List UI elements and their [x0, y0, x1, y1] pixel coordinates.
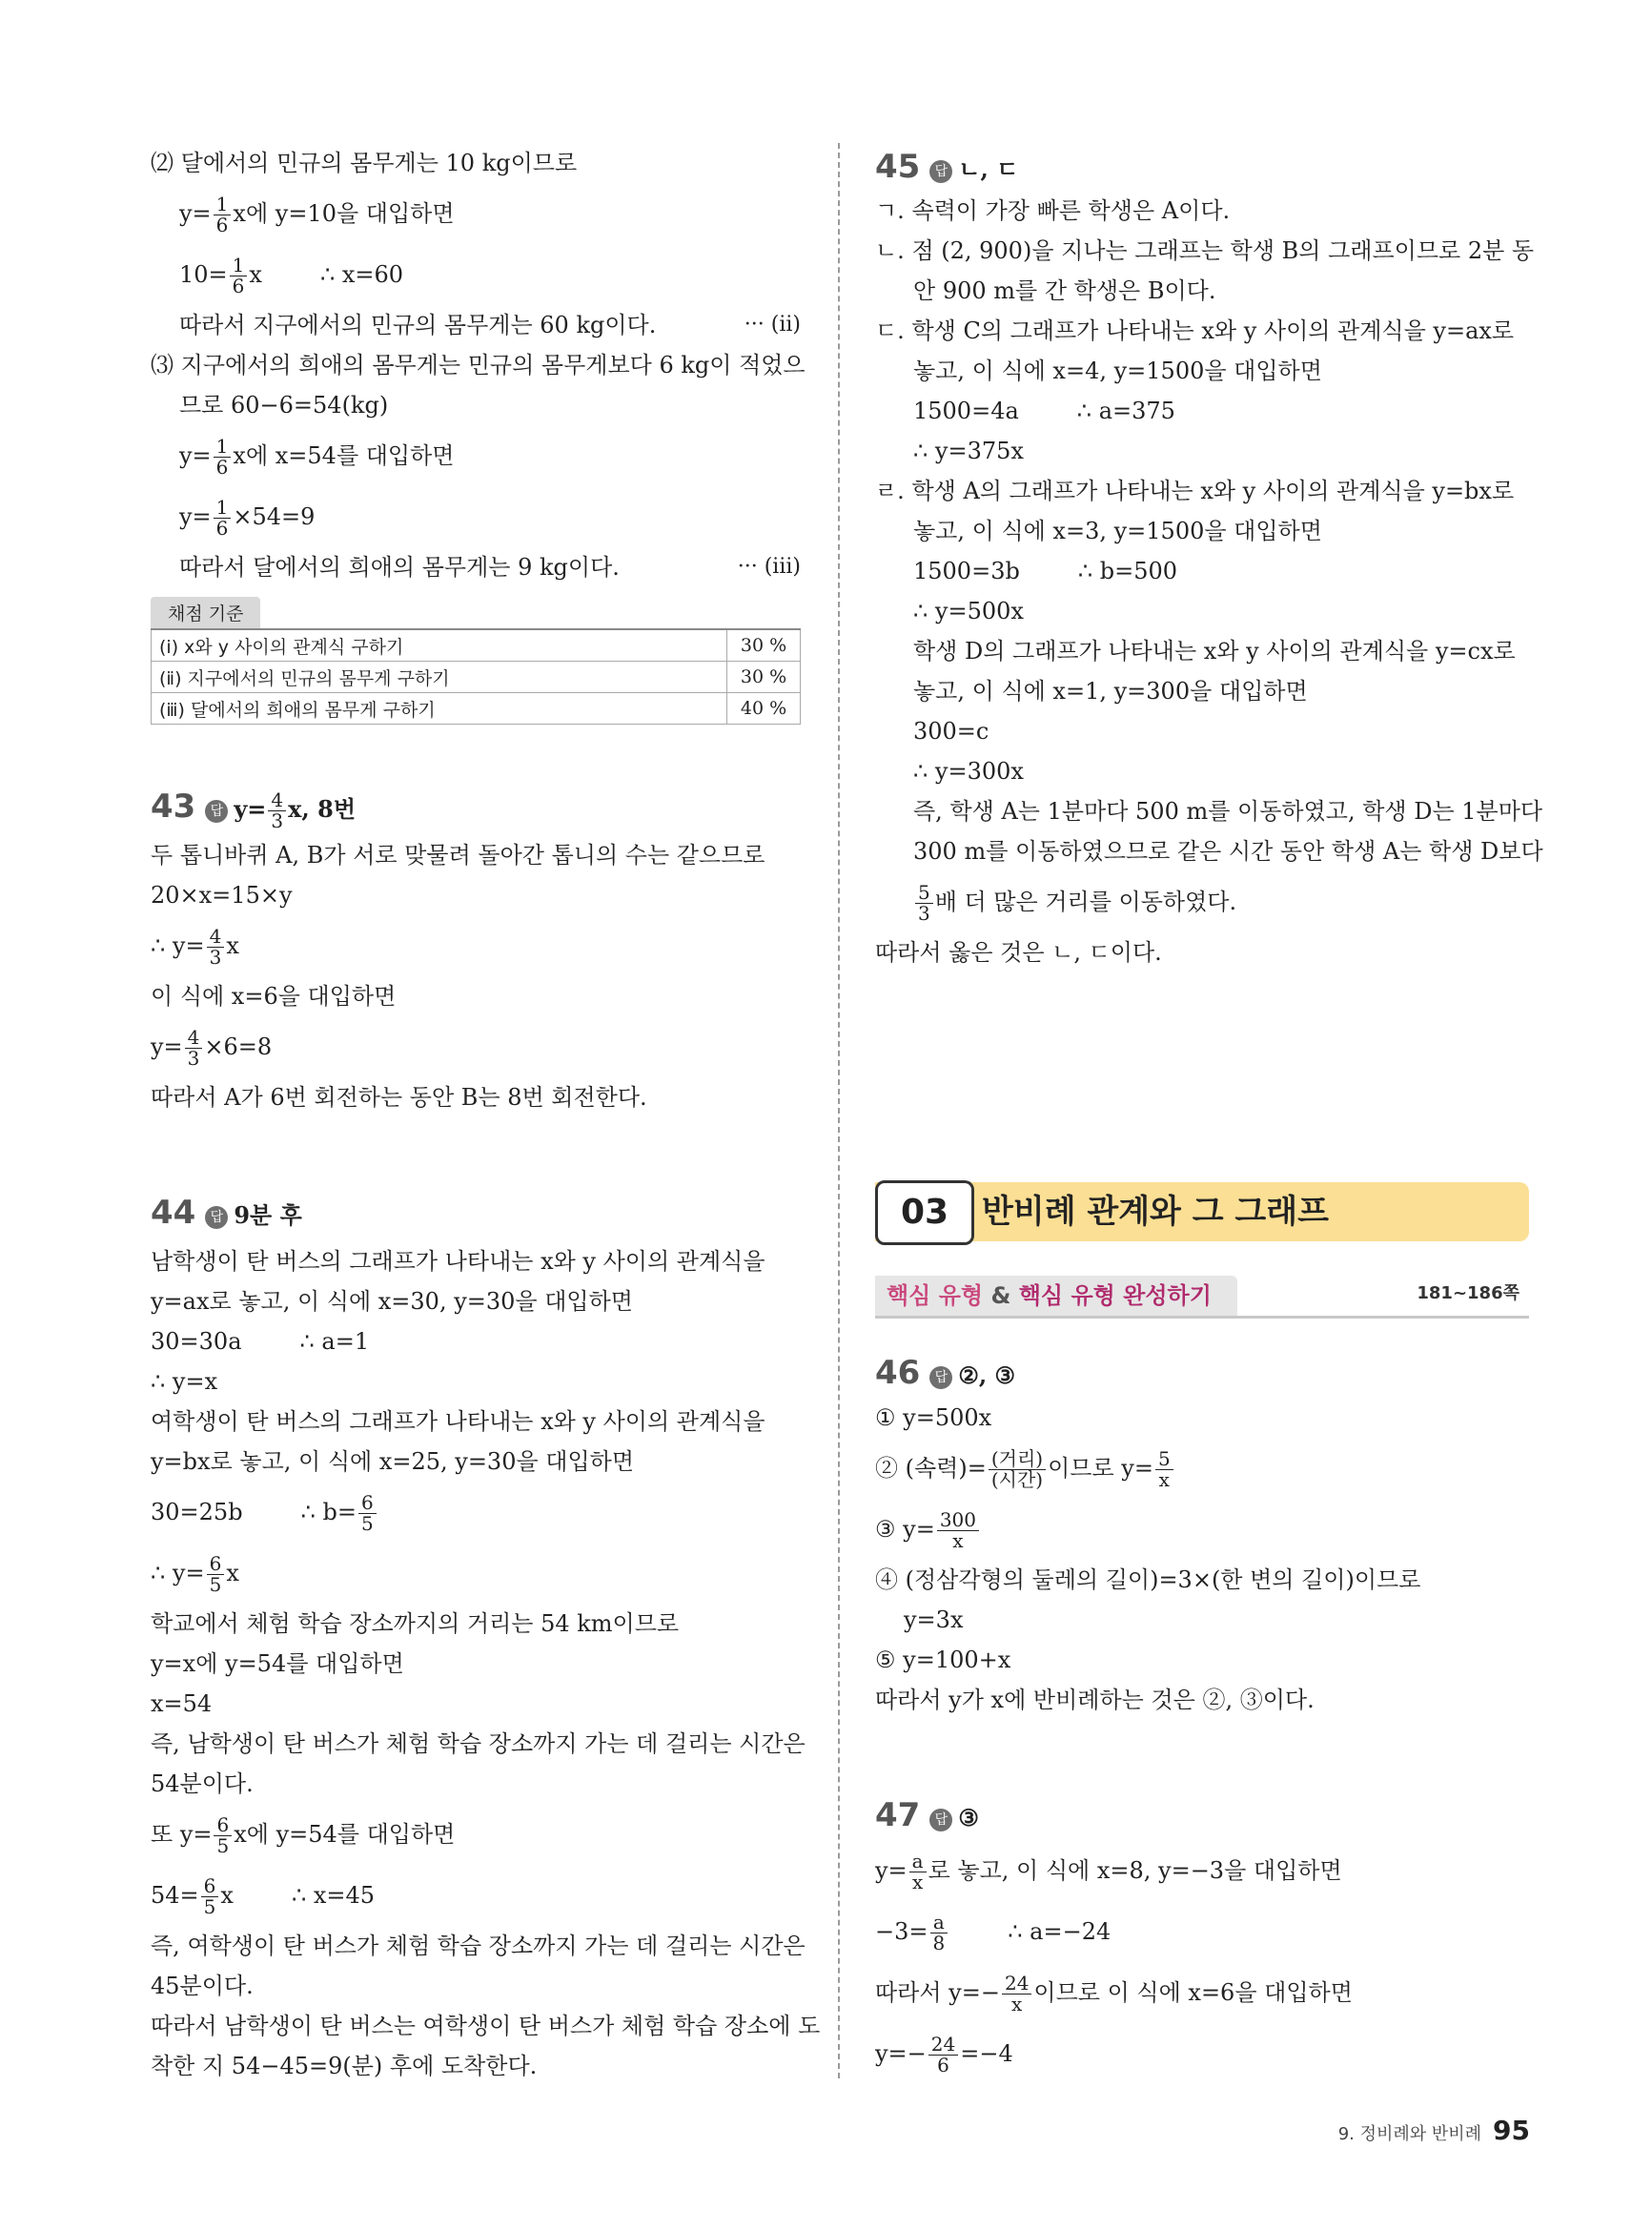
text-line: 45분이다. [151, 1973, 254, 1999]
fraction [214, 1815, 232, 1856]
subsection-amp: & [983, 1282, 1019, 1309]
table-row [152, 693, 801, 725]
denominator: 5 [216, 1834, 230, 1857]
text-line: ⑶ 지구에서의 희애의 몸무게는 민규의 몸무게보다 6 kg이 적었으 [151, 352, 806, 378]
expr: 54= [151, 1882, 199, 1909]
question-number: 45 [875, 148, 921, 186]
text-line: 남학생이 탄 버스의 그래프가 나타내는 x와 y 사이의 관계식을 [151, 1248, 765, 1275]
criterion: (ⅱ) 지구에서의 민규의 몸무게 구하기 [152, 662, 727, 693]
text-line: 300 m를 이동하였으므로 같은 시간 동안 학생 A는 학생 D보다 [913, 838, 1543, 865]
page-number: 95 [1493, 2115, 1530, 2146]
text-line: 안 900 m를 간 학생은 B이다. [913, 277, 1216, 304]
equation-line [875, 871, 1529, 932]
expr: ×6=8 [204, 1033, 273, 1060]
equation-line [875, 1901, 1529, 1962]
equation-line [875, 1840, 1529, 1901]
expr: 이므로 이 식에 x=6을 대입하면 [1033, 1979, 1353, 2006]
denominator: 5 [360, 1512, 374, 1535]
text-line: ∴ y=500x [913, 598, 1024, 624]
expr: 이므로 y= [1048, 1455, 1153, 1482]
question-47-header [875, 1790, 1529, 1840]
expr: y= [179, 442, 212, 469]
fraction [915, 883, 933, 924]
criterion: (ⅲ) 달에서의 희애의 몸무게 구하기 [152, 693, 727, 725]
equation-line [151, 915, 801, 976]
text-line: 학교에서 체험 학습 장소까지의 거리는 54 km이므로 [151, 1610, 680, 1637]
expr: ∴ y= [151, 932, 205, 959]
expr: y= [179, 503, 212, 530]
equation-line [151, 486, 801, 547]
text-line: y=bx로 놓고, 이 식에 x=25, y=30을 대입하면 [151, 1448, 635, 1475]
text-line: y=ax로 놓고, 이 식에 x=30, y=30을 대입하면 [151, 1288, 633, 1315]
text-line: 즉, 여학생이 탄 버스가 체험 학습 장소까지 가는 데 걸리는 시간은 [151, 1933, 806, 1959]
subsection-title-part: 핵심 유형 [887, 1282, 984, 1309]
text-line: 이 식에 x=6을 대입하면 [151, 983, 397, 1010]
question-number: 43 [151, 788, 196, 826]
fraction [930, 1913, 948, 1954]
text: 따라서 달에서의 희애의 몸무게는 9 kg이다. [179, 554, 620, 581]
criterion-percent: 30 % [727, 629, 801, 662]
fraction [1155, 1449, 1173, 1490]
text-line: 300=c [913, 718, 989, 745]
fraction [214, 194, 232, 235]
expr: y= [151, 1033, 183, 1060]
text-line: 30=30a ∴ a=1 [151, 1328, 370, 1355]
fraction [268, 790, 286, 831]
text-line: ∴ y=300x [913, 758, 1024, 785]
page-range: 181~186쪽 [1417, 1283, 1519, 1303]
numerator: 1 [214, 437, 232, 458]
answer-badge-icon: 답 [205, 800, 228, 823]
answer-text: ③ [958, 1804, 979, 1831]
expr: 10= [179, 261, 228, 288]
denominator: 6 [215, 456, 229, 479]
equation-line [875, 1438, 1529, 1499]
text-line: y=x에 y=54를 대입하면 [151, 1650, 404, 1677]
expr: 배 더 많은 거리를 이동하였다. [934, 889, 1237, 915]
section-header [875, 1180, 1529, 1243]
page-footer [1338, 2115, 1530, 2146]
answer-text: 9분 후 [234, 1201, 302, 1229]
expr: ×54=9 [233, 503, 316, 530]
expr: y= [875, 1857, 908, 1884]
expr: −3= [875, 1918, 928, 1945]
text-line: ⑵ 달에서의 민규의 몸무게는 10 kg이므로 [151, 150, 578, 176]
denominator: 3 [187, 1047, 200, 1070]
right-column [875, 143, 1543, 2084]
question-number: 44 [151, 1194, 196, 1232]
fraction [937, 1510, 979, 1551]
expr: x에 y=54를 대입하면 [234, 1821, 456, 1848]
text-line: 두 톱니바퀴 A, B가 서로 맞물려 돌아간 톱니의 수는 같으므로 [151, 842, 765, 869]
subsection-header [875, 1276, 1529, 1318]
criterion: (ⅰ) x와 y 사이의 관계식 구하기 [152, 629, 727, 662]
denominator: x [1011, 1993, 1023, 2015]
text-line: ㄷ. 학생 C의 그래프가 나타내는 x와 y 사이의 관계식을 y=ax로 [875, 317, 1515, 344]
numerator: 6 [358, 1493, 377, 1514]
answer-expr: x, 8번 [288, 795, 357, 823]
fraction [214, 498, 232, 539]
equation-line [151, 1016, 801, 1077]
equation-line [875, 1962, 1529, 2023]
fraction [989, 1449, 1046, 1490]
text-line: 따라서 y가 x에 반비례하는 것은 ②, ③이다. [875, 1687, 1315, 1713]
question-number: 46 [875, 1354, 921, 1392]
numerator: 1 [230, 256, 248, 276]
expr: y= [179, 200, 212, 227]
text-line: ㄱ. 속력이 가장 빠른 학생은 A이다. [875, 197, 1231, 224]
expr: x ∴ x=45 [220, 1882, 376, 1909]
equation-line [151, 1804, 801, 1865]
fraction [201, 1876, 219, 1917]
answer-text: ②, ③ [958, 1361, 1016, 1389]
expr: ② (속력)= [875, 1455, 987, 1482]
expr: x에 x=54를 대입하면 [233, 442, 455, 469]
left-column [151, 143, 821, 2086]
numerator: 4 [207, 927, 225, 948]
expr: 30=25b ∴ b= [151, 1499, 357, 1525]
criterion-percent: 40 % [727, 693, 801, 725]
text-line: y=3x [904, 1606, 964, 1633]
numerator: 6 [214, 1815, 232, 1836]
equation-line [151, 1543, 801, 1604]
expr: x ∴ x=60 [249, 261, 404, 288]
criterion-percent: 30 % [727, 662, 801, 693]
text-line: ⑤ y=100+x [875, 1647, 1011, 1673]
text-line: ㄴ. 점 (2, 900)을 지나는 그래프는 학생 B의 그래프이므로 2분 동 [875, 237, 1535, 264]
text-line: 따라서 옳은 것은 ㄴ, ㄷ이다. [875, 939, 1162, 966]
table-row [152, 662, 801, 693]
question-45-header [875, 143, 1529, 191]
denominator: 3 [209, 946, 222, 969]
denominator: 6 [232, 275, 245, 297]
text-line: ① y=500x [875, 1404, 992, 1431]
chapter-label: 9. 정비례와 반비례 [1337, 2124, 1482, 2144]
text-line: 54분이다. [151, 1770, 254, 1797]
answer-badge-icon: 답 [929, 160, 952, 183]
section-title: 반비례 관계와 그 그래프 [982, 1193, 1329, 1231]
expr: =−4 [960, 2040, 1013, 2067]
fraction [230, 256, 248, 297]
equation-line [875, 1499, 1529, 1560]
numerator: 5 [1155, 1449, 1173, 1470]
denominator: 6 [215, 517, 229, 540]
question-44-header [151, 1184, 801, 1241]
numerator: 300 [937, 1510, 979, 1531]
numerator: a [930, 1913, 948, 1933]
denominator: x [952, 1529, 964, 1552]
text-line: 놓고, 이 식에 x=3, y=1500을 대입하면 [913, 518, 1322, 544]
answer-text: ㄴ, ㄷ [958, 155, 1019, 183]
text-line: ㄹ. 학생 A의 그래프가 나타내는 x와 y 사이의 관계식을 y=bx로 [875, 478, 1515, 504]
fraction [928, 2035, 958, 2076]
expr: x [226, 932, 239, 959]
answer-badge-icon: 답 [929, 1809, 952, 1831]
answer-badge-icon: 답 [205, 1206, 228, 1229]
expr: y=− [875, 2040, 927, 2067]
expr: 따라서 y=− [875, 1979, 1000, 2006]
text-line: 1500=4a ∴ a=375 [913, 398, 1175, 424]
denominator: 5 [203, 1895, 216, 1918]
numerator: 1 [214, 498, 232, 519]
numerator: 6 [201, 1876, 219, 1897]
section-number: 03 [875, 1180, 974, 1245]
scoring-title: 채점 기준 [151, 597, 260, 628]
question-46-header [875, 1348, 1529, 1398]
text-line: 따라서 A가 6번 회전하는 동안 B는 8번 회전한다. [151, 1084, 647, 1111]
question-number: 47 [875, 1796, 921, 1834]
subsection-title [887, 1276, 1212, 1316]
numerator: 24 [928, 2035, 958, 2056]
subsection-rule [875, 1316, 1529, 1319]
spacer [151, 1117, 801, 1184]
denominator: 6 [215, 214, 229, 236]
scoring-table [151, 628, 801, 725]
text-line: ④ (정삼각형의 둘레의 길이)=3×(한 변의 길이)이므로 [875, 1566, 1421, 1593]
expr: ∴ a=−24 [949, 1918, 1112, 1945]
fraction [207, 1554, 225, 1595]
text-line: 즉, 학생 A는 1분마다 500 m를 이동하였고, 학생 D는 1분마다 [913, 798, 1543, 825]
text-line: 착한 지 54−45=9(분) 후에 도착한다. [151, 2053, 538, 2079]
fraction [185, 1028, 203, 1069]
equation-line [875, 2023, 1529, 2084]
answer-expr: y= [234, 795, 267, 823]
numerator: 5 [915, 883, 933, 904]
step-note: ··· (ii) [744, 313, 801, 337]
denominator: 6 [937, 2054, 949, 2077]
equation-line [151, 1865, 801, 1926]
denominator: 3 [271, 809, 284, 832]
numerator: 4 [268, 790, 286, 811]
expr: ∴ y= [151, 1560, 205, 1586]
text-line: ∴ y=375x [913, 438, 1024, 464]
fraction [1002, 1974, 1031, 2015]
text-line [151, 305, 801, 345]
text-line: 놓고, 이 식에 x=1, y=300을 대입하면 [913, 678, 1308, 705]
spacer [875, 1318, 1529, 1348]
fraction [909, 1852, 927, 1892]
equation-line [151, 1482, 801, 1543]
question-43-header [151, 778, 801, 835]
text-line: 학생 D의 그래프가 나타내는 x와 y 사이의 관계식을 y=cx로 [913, 638, 1516, 665]
text-line: 따라서 남학생이 탄 버스는 여학생이 탄 버스가 체험 학습 장소에 도 [151, 2013, 821, 2039]
denominator: (시간) [990, 1468, 1044, 1491]
text-line: 즉, 남학생이 탄 버스가 체험 학습 장소까지 가는 데 걸리는 시간은 [151, 1730, 806, 1757]
denominator: x [1158, 1468, 1170, 1491]
numerator: 1 [214, 194, 232, 215]
text-line: 므로 60−6=54(kg) [179, 392, 389, 419]
numerator: (거리) [989, 1449, 1046, 1470]
subsection-title-part: 핵심 유형 완성하기 [1018, 1282, 1212, 1309]
column-divider [838, 143, 840, 2078]
numerator: 6 [207, 1554, 225, 1575]
text-line: ∴ y=x [151, 1368, 218, 1395]
numerator: 4 [185, 1028, 203, 1049]
table-row [152, 629, 801, 662]
equation-line [151, 183, 801, 244]
answer-badge-icon: 답 [929, 1366, 952, 1389]
expr: 로 놓고, 이 식에 x=8, y=−3을 대입하면 [928, 1857, 1342, 1884]
denominator: 8 [932, 1932, 946, 1954]
equation-line [151, 244, 801, 305]
text-line: 1500=3b ∴ b=500 [913, 558, 1178, 584]
expr: 또 y= [151, 1821, 213, 1848]
text-line: 놓고, 이 식에 x=4, y=1500을 대입하면 [913, 358, 1322, 384]
spacer [151, 725, 801, 778]
text-line: 20×x=15×y [151, 882, 293, 909]
denominator: 3 [918, 902, 930, 925]
numerator: a [909, 1852, 927, 1872]
expr: x [226, 1560, 239, 1586]
scoring-criteria [151, 597, 801, 725]
text: 따라서 지구에서의 민규의 몸무게는 60 kg이다. [179, 312, 657, 338]
fraction [214, 437, 232, 478]
text-line: x=54 [151, 1690, 213, 1717]
denominator: x [912, 1871, 924, 1893]
expr: x에 y=10을 대입하면 [233, 200, 455, 227]
step-note: ··· (iii) [737, 555, 801, 579]
numerator: 24 [1002, 1974, 1031, 1995]
fraction [207, 927, 225, 968]
text-line: 여학생이 탄 버스의 그래프가 나타내는 x와 y 사이의 관계식을 [151, 1408, 765, 1435]
spacer [875, 972, 1529, 1180]
fraction [358, 1493, 377, 1534]
denominator: 5 [209, 1573, 222, 1596]
expr: ③ y= [875, 1516, 935, 1543]
spacer [875, 1720, 1529, 1790]
equation-line [151, 425, 801, 486]
text-line [151, 547, 801, 587]
